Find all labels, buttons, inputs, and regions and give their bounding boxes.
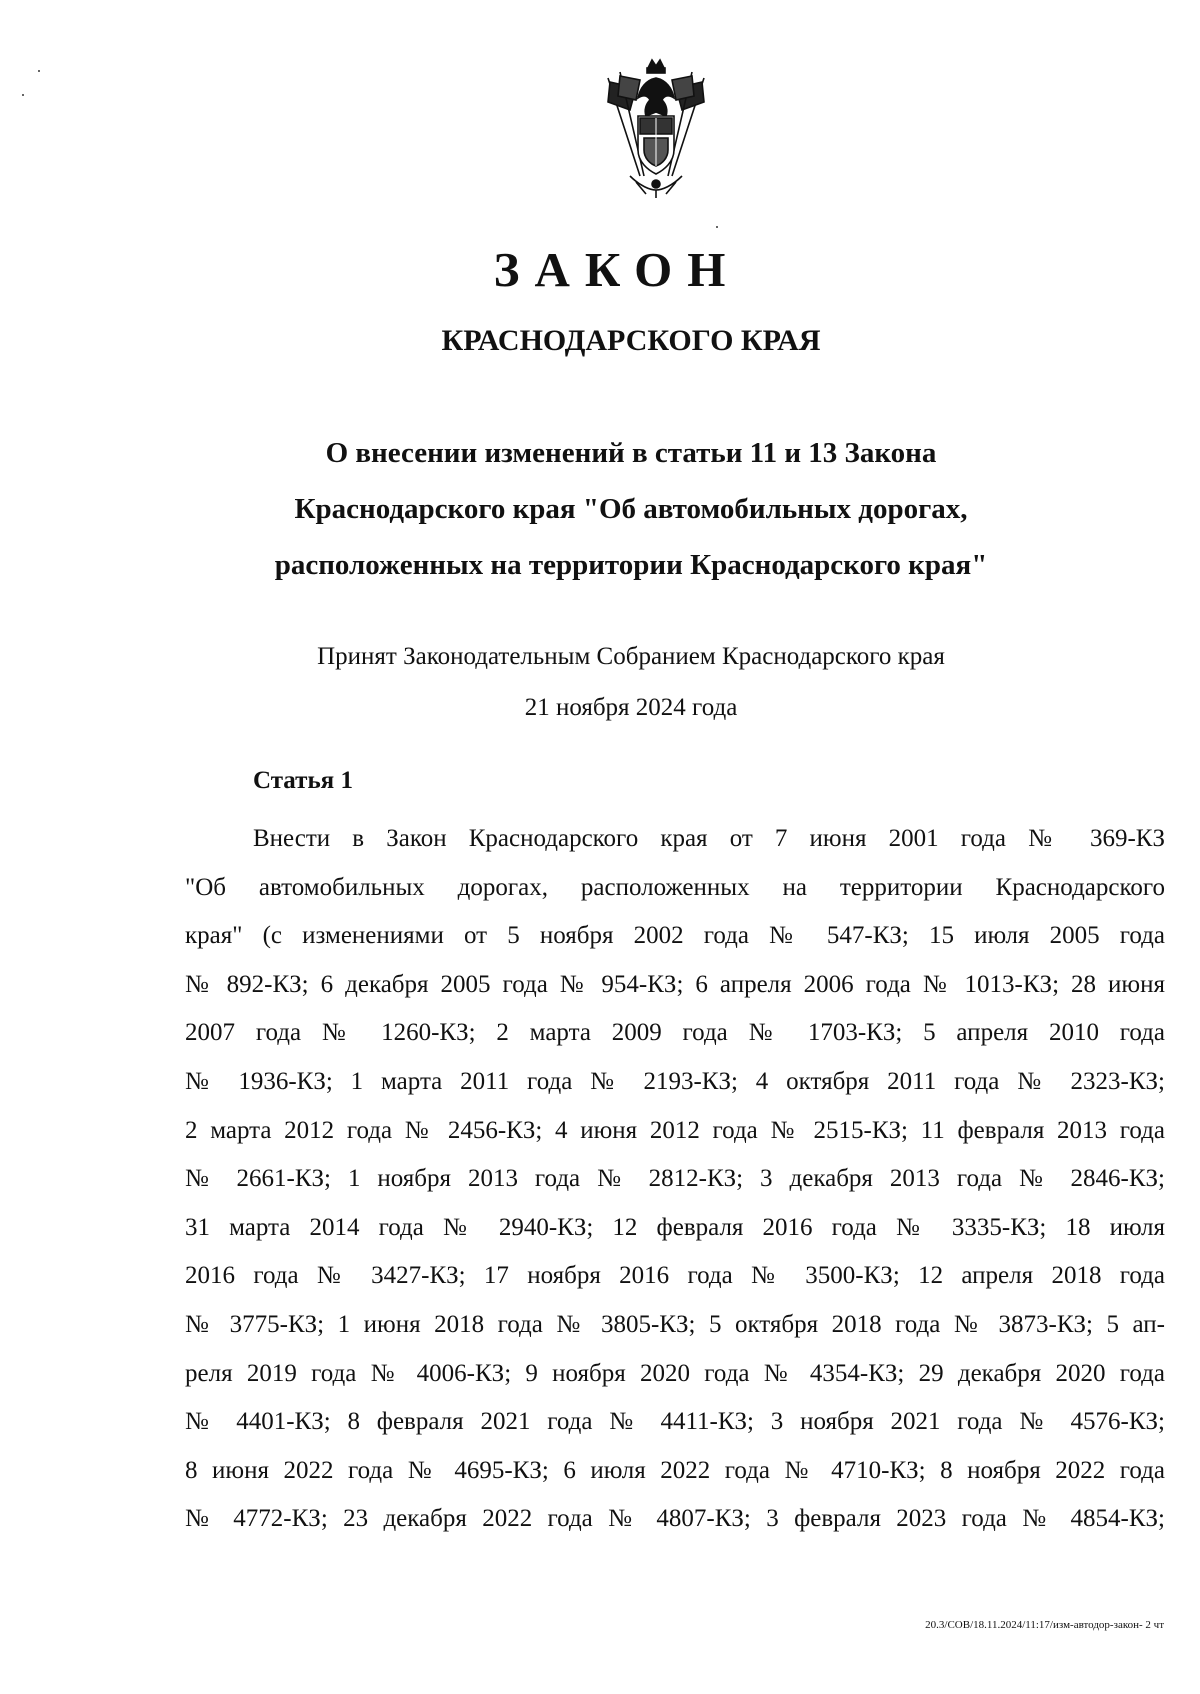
body-line: № 4401-КЗ; 8 февраля 2021 года № 4411-КЗ; 3 ноября 2021 года № 4576-КЗ; [185,1408,1165,1436]
body-line: № 1936-КЗ; 1 марта 2011 года № 2193-КЗ; 4 октября 2011 года № 2323-КЗ; [185,1067,1165,1095]
document-title: ЗАКОН [493,242,741,297]
body-line: реля 2019 года № 4006-КЗ; 9 ноября 2020 года № 4354-КЗ; 29 декабря 2020 года [185,1359,1165,1387]
coat-of-arms-icon [600,58,712,200]
body-line: № 892-КЗ; 6 декабря 2005 года № 954-КЗ; 6 апреля 2006 года № 1013-КЗ; 28 июня [185,970,1165,998]
document-footer-code: 20.3/СОВ/18.11.2024/11:17/изм-автодор-закон- 2 чт [925,1619,1164,1631]
scan-speck [22,94,24,96]
body-line: "Об автомобильных дорогах, расположенных на территории Краснодарского [185,873,1165,901]
body-line: 2 марта 2012 года № 2456-КЗ; 4 июня 2012 года № 2515-КЗ; 11 февраля 2013 года [185,1116,1165,1144]
adoption-date: 21 ноября 2024 года [524,694,738,721]
law-title-line: расположенных на территории Краснодарского края" [274,549,988,581]
law-title [0,425,1200,593]
body-line: края" (с изменениями от 5 ноября 2002 года № 547-КЗ; 15 июля 2005 года [185,922,1165,950]
body-line: 2007 года № 1260-КЗ; 2 марта 2009 года № 1703-КЗ; 5 апреля 2010 года [185,1019,1165,1047]
article-body [185,815,1165,1544]
body-line: 8 июня 2022 года № 4695-КЗ; 6 июля 2022 года № 4710-КЗ; 8 ноября 2022 года [185,1456,1165,1484]
law-title-line: О внесении изменений в статьи 11 и 13 Закона [325,437,937,469]
region-name: КРАСНОДАРСКОГО КРАЯ [441,324,821,357]
body-line: 31 марта 2014 года № 2940-КЗ; 12 февраля 2016 года № 3335-КЗ; 18 июля [185,1213,1165,1241]
adoption-note [0,631,1200,733]
body-line: № 4772-КЗ; 23 декабря 2022 года № 4807-КЗ; 3 февраля 2023 года № 4854-КЗ; [185,1505,1165,1533]
adoption-line: Принят Законодательным Собранием Краснодарского края [317,643,945,670]
body-line: Внести в Закон Краснодарского края от 7 июня 2001 года № 369-КЗ [253,825,1165,852]
article-heading: Статья 1 [253,767,353,794]
scan-speck [38,70,40,72]
body-line: № 2661-КЗ; 1 ноября 2013 года № 2812-КЗ; 3 декабря 2013 года № 2846-КЗ; [185,1165,1165,1193]
body-line: № 3775-КЗ; 1 июня 2018 года № 3805-КЗ; 5 октября 2018 года № 3873-КЗ; 5 ап- [185,1310,1165,1338]
scan-speck [716,226,718,228]
body-line: 2016 года № 3427-КЗ; 17 ноября 2016 года № 3500-КЗ; 12 апреля 2018 года [185,1262,1165,1290]
law-title-line: Краснодарского края "Об автомобильных дорогах, [294,493,968,525]
